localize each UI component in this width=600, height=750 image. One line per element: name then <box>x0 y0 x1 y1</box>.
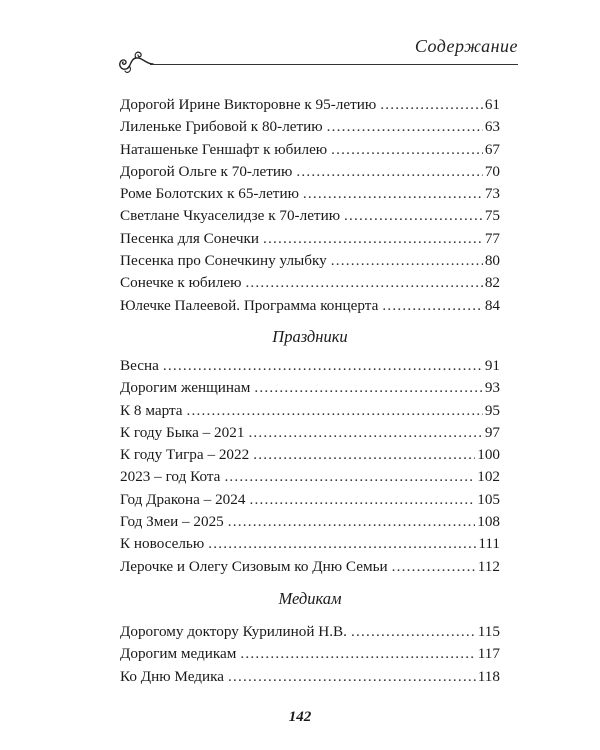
dot-leader <box>331 250 483 272</box>
dot-leader <box>253 444 475 466</box>
toc-item-title: Дорогим женщинам <box>120 379 251 397</box>
toc-item-page: 95 <box>484 401 500 419</box>
toc-item[interactable] <box>120 250 500 272</box>
toc-item-page: 73 <box>484 185 500 203</box>
toc-item-title: Дорогой Ирине Викторовне к 95-летию <box>120 96 377 113</box>
toc-item[interactable] <box>120 272 500 294</box>
dot-leader <box>351 621 476 643</box>
toc-item-title: Лиленьке Грибовой к 80-летию <box>120 118 323 136</box>
toc-section-medics <box>120 621 500 688</box>
dot-leader <box>248 422 482 444</box>
toc-item[interactable] <box>120 355 500 377</box>
toc-item-page: 67 <box>484 140 500 158</box>
toc-item[interactable] <box>120 228 500 250</box>
toc-section-personal <box>120 94 500 317</box>
dot-leader <box>228 666 476 688</box>
toc-item-title: Год Змеи – 2025 <box>120 513 224 531</box>
toc-item-page: 111 <box>478 535 500 553</box>
toc-item-page: 105 <box>477 490 500 508</box>
toc-item-page: 80 <box>484 252 500 270</box>
toc-item-page: 100 <box>477 446 500 464</box>
toc-item[interactable] <box>120 205 500 227</box>
dot-leader <box>327 116 483 138</box>
toc-item-title: Песенка для Сонечки <box>120 229 260 247</box>
toc-item-title: К 8 марта <box>120 401 183 419</box>
toc-item[interactable] <box>120 139 500 161</box>
toc-item-title: К году Тигра – 2022 <box>120 446 250 464</box>
page-number: 142 <box>288 709 312 725</box>
section-heading-holidays: Праздники <box>272 327 348 346</box>
toc-item[interactable] <box>120 183 500 205</box>
dot-leader <box>240 643 475 665</box>
dot-leader <box>249 489 475 511</box>
toc-item-page: 118 <box>477 667 500 685</box>
running-header-title: Содержание <box>414 36 518 56</box>
toc-item[interactable] <box>120 422 500 444</box>
toc-item-page: 84 <box>484 296 500 314</box>
dot-leader <box>224 466 475 488</box>
dot-leader <box>187 400 483 422</box>
dot-leader <box>331 139 483 161</box>
dot-leader <box>254 377 482 399</box>
toc-section-holidays <box>120 355 500 578</box>
toc-item-page: 91 <box>484 357 500 374</box>
toc-item-page: 112 <box>477 557 500 575</box>
dot-leader <box>380 94 483 116</box>
dot-leader <box>245 272 482 294</box>
dot-leader <box>208 533 476 555</box>
dot-leader <box>228 511 475 533</box>
toc-item[interactable] <box>120 666 500 688</box>
toc-item-title: Песенка про Сонечкину улыбку <box>120 252 327 270</box>
section-heading-medics: Медикам <box>278 589 342 608</box>
toc-item-title: Наташеньке Геншафт к юбилею <box>120 140 328 158</box>
toc-item-title: Дорогим медикам <box>120 645 237 663</box>
toc-item-page: 108 <box>477 513 500 531</box>
toc-item-title: Сонечке к юбилею <box>120 274 242 292</box>
toc-item-title: 2023 – год Кота <box>120 468 221 486</box>
toc-item-page: 115 <box>477 623 500 640</box>
toc-item[interactable] <box>120 621 500 643</box>
toc-item[interactable] <box>120 511 500 533</box>
toc-item[interactable] <box>120 295 500 317</box>
flourish-ornament-icon <box>112 48 154 76</box>
toc-item-page: 93 <box>484 379 500 397</box>
dot-leader <box>344 205 483 227</box>
toc-item-page: 61 <box>484 96 500 113</box>
toc-item-page: 102 <box>477 468 500 486</box>
toc-item[interactable] <box>120 466 500 488</box>
toc-item-title: К новоселью <box>120 535 205 553</box>
toc-item-title: Ко Дню Медика <box>120 667 224 685</box>
toc-item-title: К году Быка – 2021 <box>120 423 245 441</box>
toc-item-page: 82 <box>484 274 500 292</box>
dot-leader <box>163 355 483 377</box>
header-rule <box>150 64 518 65</box>
dot-leader <box>303 183 483 205</box>
toc-item-title: Светлане Чкуаселидзе к 70-летию <box>120 207 341 225</box>
toc-item[interactable] <box>120 556 500 578</box>
toc-item-page: 97 <box>484 423 500 441</box>
toc-item-title: Лерочке и Олегу Сизовым ко Дню Семьи <box>120 557 388 575</box>
toc-item-title: Весна <box>120 357 159 374</box>
toc-item-title: Роме Болотских к 65-летию <box>120 185 299 203</box>
toc-item-page: 75 <box>484 207 500 225</box>
dot-leader <box>263 228 483 250</box>
toc-item[interactable] <box>120 161 500 183</box>
dot-leader <box>382 295 482 317</box>
toc-item[interactable] <box>120 643 500 665</box>
toc-item-title: Дорогому доктору Курилиной Н.В. <box>120 623 347 640</box>
toc-item-page: 70 <box>484 162 500 180</box>
toc-item-title: Год Дракона – 2024 <box>120 490 246 508</box>
toc-item[interactable] <box>120 400 500 422</box>
toc-item[interactable] <box>120 377 500 399</box>
toc-item-page: 117 <box>477 645 500 663</box>
dot-leader <box>296 161 482 183</box>
toc-item[interactable] <box>120 444 500 466</box>
dot-leader <box>392 556 476 578</box>
toc-item-page: 63 <box>484 118 500 136</box>
toc-item[interactable] <box>120 489 500 511</box>
toc-item[interactable] <box>120 94 500 116</box>
toc-item[interactable] <box>120 116 500 138</box>
toc-item-title: Дорогой Ольге к 70-летию <box>120 162 293 180</box>
toc-item[interactable] <box>120 533 500 555</box>
toc-item-title: Юлечке Палеевой. Программа концерта <box>120 296 379 314</box>
toc-item-page: 77 <box>484 229 500 247</box>
